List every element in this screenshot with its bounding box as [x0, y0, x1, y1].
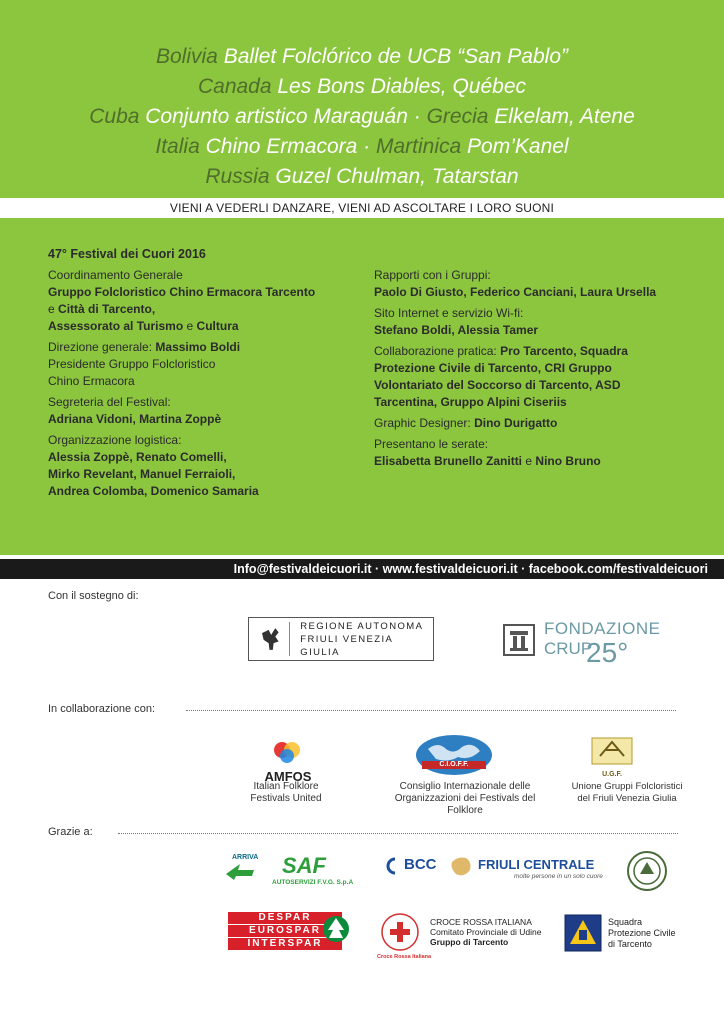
bcc-name: FRIULI CENTRALE — [478, 857, 595, 872]
collaboration-value: Pro Tarcento, Squadra — [500, 344, 628, 358]
interspar-text: INTERSPAR — [228, 938, 342, 950]
presenters-label: Presentano le serate: — [374, 437, 489, 451]
pc-line: Squadra — [608, 917, 643, 927]
group-name: Elkelam, Atene — [494, 105, 635, 128]
designer-block — [374, 415, 694, 432]
country-line-1 — [0, 42, 724, 72]
collaboration-label: Collaborazione pratica: — [374, 344, 497, 358]
eagle-icon — [257, 622, 290, 656]
dotted-divider — [118, 833, 678, 834]
collaboration-value: Protezione Civile di Tarcento, CRI Gruppo — [374, 361, 612, 375]
president-label: Presidente Gruppo Folcloristico — [48, 357, 216, 371]
ugf-emblem-icon — [590, 736, 634, 766]
secretariat-label: Segreteria del Festival: — [48, 395, 171, 409]
president-label: Chino Ermacora — [48, 374, 135, 388]
amfos-caption — [226, 781, 346, 805]
coordination-label: Coordinamento Generale — [48, 268, 183, 282]
regione-line: REGIONE AUTONOMA — [300, 620, 424, 632]
presenters-block — [374, 436, 694, 470]
groups-relations-value: Paolo Di Giusto, Federico Canciani, Laura Ursella — [374, 285, 657, 299]
contact-bar[interactable]: Info@festivaldeicuori.it · www.festivaldeicuori.it · facebook.com/festivaldeicuori — [0, 559, 724, 579]
collaboration-label: In collaborazione con: — [48, 703, 156, 715]
country-name: Grecia — [426, 105, 489, 128]
anniversary-number: 25° — [586, 637, 629, 668]
cioff-text: C.I.O.F.F. — [439, 761, 469, 768]
ugf-caption — [560, 781, 694, 805]
regione-text — [300, 620, 433, 659]
cri-small-text: Croce Rossa Italiana — [377, 954, 432, 960]
crup-building-icon — [500, 621, 538, 659]
spar-tree-icon — [322, 912, 350, 946]
fondazione-text: FONDAZIONE — [544, 619, 661, 638]
credits-right-column — [374, 267, 694, 474]
slogan-banner: VIENI A VEDERLI DANZARE, VIENI AD ASCOLTARE I LORO SUONI — [0, 198, 724, 218]
group-name: Pom’Kanel — [467, 135, 569, 158]
saf-logo — [222, 854, 358, 888]
logistics-value: Mirko Revelant, Manuel Ferraioli, — [48, 467, 236, 481]
ugf-text: U.G.F. — [602, 771, 622, 778]
festival-title: 47° Festival dei Cuori 2016 — [48, 247, 206, 261]
secretariat-value: Adriana Vidoni, Martina Zoppè — [48, 412, 222, 426]
red-cross-icon — [380, 912, 420, 952]
collaboration-value: Volontariato del Soccorso di Tarcento, ASD — [374, 378, 621, 392]
alpini-seal-icon — [626, 850, 668, 892]
coordination-value: Assessorato al Turismo — [48, 319, 184, 333]
logistics-label: Organizzazione logistica: — [48, 433, 182, 447]
country-line-3 — [0, 102, 724, 132]
amfos-circles-icon — [256, 740, 320, 764]
group-name: Conjunto artistico Maraguán — [145, 105, 408, 128]
cri-line: Comitato Provinciale di Udine — [430, 927, 542, 937]
group-name: Les Bons Diables, Québec — [277, 75, 527, 98]
groups-relations-block — [374, 267, 694, 301]
crup-text: CRUP — [544, 639, 593, 658]
website-label: Sito Internet e servizio Wi-fi: — [374, 306, 524, 320]
cioff-globe-icon — [414, 733, 494, 777]
caption-line: Italian Folklore — [253, 781, 319, 792]
bcc-tagline: molte persone in un solo cuore — [514, 873, 603, 880]
website-value: Stefano Boldi, Alessia Tamer — [374, 323, 539, 337]
separator: · — [407, 105, 427, 128]
country-name: Cuba — [89, 105, 140, 128]
secretariat-block — [48, 394, 348, 428]
conjunction: e — [186, 319, 194, 333]
collaboration-value: Tarcentina, Gruppo Alpini Ciseriis — [374, 395, 567, 409]
coordination-value: Città di Tarcento, — [58, 302, 156, 316]
credits-left-column — [48, 246, 348, 504]
bcc-mark-icon — [386, 857, 404, 875]
countries-list — [0, 42, 724, 192]
caption-line: Organizzazioni dei Festivals del Folklore — [394, 793, 536, 816]
pc-line: Protezione Civile — [608, 928, 676, 938]
friuli-map-icon — [448, 854, 474, 880]
caption-line: Festivals United — [250, 793, 322, 804]
country-name: Russia — [205, 165, 270, 188]
coordination-line-2 — [48, 301, 348, 318]
logistics-block — [48, 432, 348, 500]
cri-text — [430, 917, 542, 947]
designer-label: Graphic Designer: — [374, 416, 471, 430]
logistics-value: Alessia Zoppè, Renato Comelli, — [48, 450, 227, 464]
amfos-text: AMFOS — [264, 769, 312, 784]
website-block — [374, 305, 694, 339]
pc-line: di Tarcento — [608, 939, 652, 949]
regione-line: FRIULI VENEZIA GIULIA — [300, 633, 393, 658]
ugf-logo — [590, 736, 634, 776]
amfos-logo — [256, 740, 320, 784]
direction-block — [48, 339, 348, 390]
caption-line: Unione Gruppi Folcloristici — [571, 781, 683, 792]
country-name: Canada — [197, 75, 272, 98]
country-name: Martinica — [376, 135, 462, 158]
country-line-4 — [0, 132, 724, 162]
country-line-2 — [0, 72, 724, 102]
saf-subtitle: AUTOSERVIZI F.V.G. S.p.A — [272, 879, 354, 886]
caption-line: Consiglio Internazionale delle — [399, 781, 531, 792]
group-name: Guzel Chulman, Tatarstan — [275, 165, 519, 188]
coordination-value: Cultura — [196, 319, 239, 333]
fondazione-crup-logo — [500, 617, 660, 673]
coordination-line-3 — [48, 318, 348, 335]
conjunction: e — [48, 302, 55, 316]
saf-arrow-icon — [222, 860, 258, 880]
separator: · — [357, 135, 376, 158]
cri-line: Gruppo di Tarcento — [430, 937, 509, 947]
presenter-name: Elisabetta Brunello Zanitti — [374, 454, 523, 468]
protezione-civile-icon — [564, 914, 602, 952]
collaboration-block — [374, 343, 694, 411]
designer-value: Dino Durigatto — [474, 416, 558, 430]
logistics-value: Andrea Colomba, Domenico Samaria — [48, 484, 259, 498]
eurospar-text: EUROSPAR — [228, 925, 342, 937]
bcc-logo — [386, 854, 603, 884]
group-name: Chino Ermacora — [205, 135, 358, 158]
thanks-label: Grazie a: — [48, 826, 93, 838]
despar-text: DESPAR — [228, 912, 342, 924]
direction-label: Direzione generale: — [48, 340, 153, 354]
coordination-value: Gruppo Folcloristico Chino Ermacora Tarcento — [48, 285, 316, 299]
country-name: Bolivia — [155, 45, 218, 68]
coordination-block — [48, 267, 348, 335]
direction-value: Massimo Boldi — [155, 340, 241, 354]
support-label: Con il sostegno di: — [48, 590, 139, 602]
cioff-caption — [380, 781, 550, 817]
conjunction: e — [525, 454, 533, 468]
saf-text: SAF — [282, 853, 326, 878]
cri-line: CROCE ROSSA ITALIANA — [430, 917, 532, 927]
cioff-logo — [414, 733, 494, 782]
arriva-text: ARRIVA — [232, 854, 259, 861]
caption-line: del Friuli Venezia Giulia — [577, 793, 677, 804]
pc-text — [608, 917, 676, 950]
presenter-name: Nino Bruno — [535, 454, 601, 468]
country-line-5 — [0, 162, 724, 192]
bcc-text: BCC — [404, 856, 437, 873]
group-name: Ballet Folclórico de UCB “San Pablo” — [223, 45, 569, 68]
regione-fvg-logo — [248, 617, 434, 661]
country-name: Italia — [155, 135, 200, 158]
groups-relations-label: Rapporti con i Gruppi: — [374, 268, 491, 282]
dotted-divider — [186, 710, 676, 711]
